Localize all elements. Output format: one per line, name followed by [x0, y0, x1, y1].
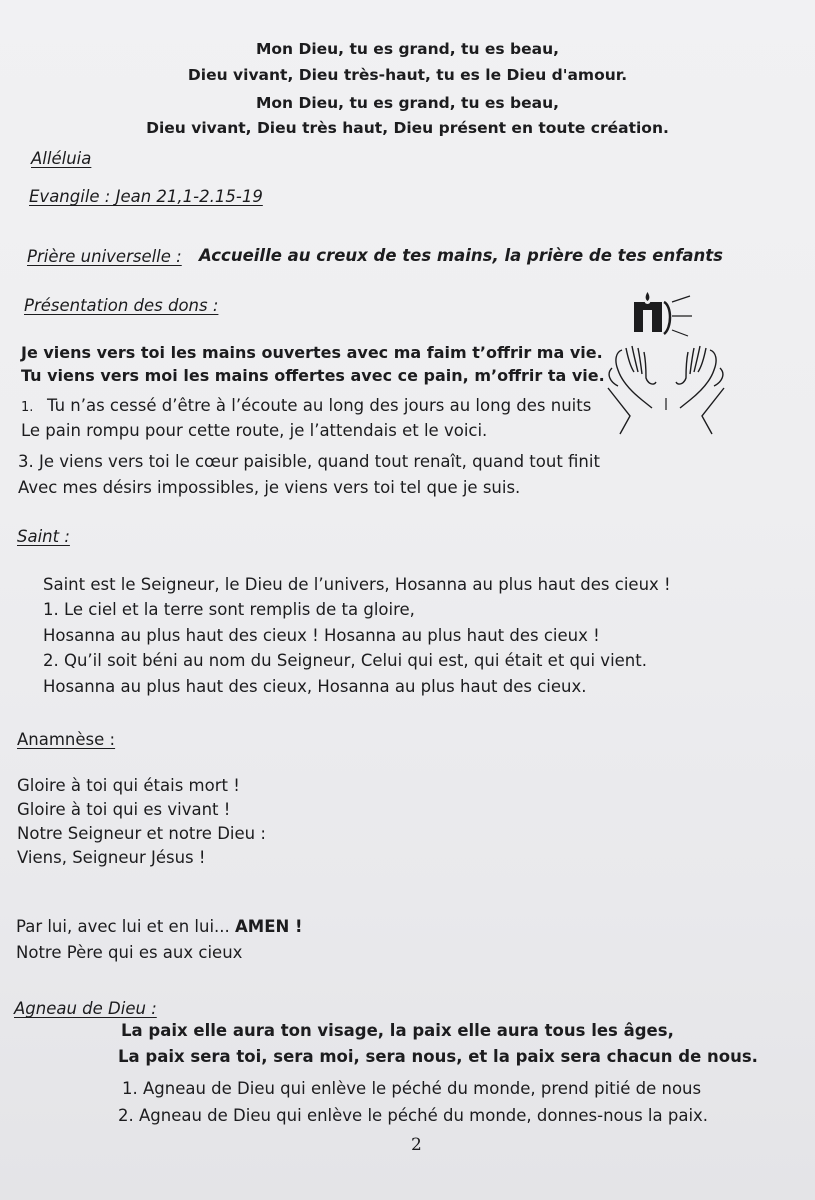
- amen-text: AMEN !: [235, 917, 303, 936]
- presentation-verse-3-line-2: Avec mes désirs impossibles, je viens vers toi tel que je suis.: [18, 478, 521, 497]
- anamnese-line-1: Gloire à toi qui étais mort !: [17, 776, 240, 795]
- priere-universelle-text: Accueille au creux de tes mains, la prière de tes enfants: [199, 246, 723, 265]
- presentation-dons-heading: Présentation des dons :: [24, 296, 219, 315]
- priere-universelle-label: Prière universelle :: [27, 247, 182, 266]
- saint-line-3: Hosanna au plus haut des cieux ! Hosanna au plus haut des cieux !: [43, 626, 600, 645]
- presentation-refrain-2: Tu viens vers moi les mains offertes avec ce pain, m’offrir ta vie.: [21, 366, 605, 385]
- presentation-verse-1-line-2: Le pain rompu pour cette route, je l’attendais et le voici.: [21, 421, 488, 440]
- doxologie-line: [16, 917, 303, 936]
- evangile-heading: Evangile : Jean 21,1-2.15-19: [29, 187, 263, 206]
- refrain-line-1: Mon Dieu, tu es grand, tu es beau,: [255, 40, 560, 58]
- presentation-verse-3-line-1: 3. Je viens vers toi le cœur paisible, quand tout renaît, quand tout finit: [18, 452, 600, 471]
- agneau-heading: Agneau de Dieu :: [14, 999, 157, 1018]
- agneau-verse-1: 1. Agneau de Dieu qui enlève le péché du monde, prend pitié de nous: [122, 1079, 702, 1098]
- saint-heading: Saint :: [17, 527, 70, 546]
- anamnese-line-3: Notre Seigneur et notre Dieu :: [17, 824, 266, 843]
- anamnese-line-2: Gloire à toi qui es vivant !: [17, 800, 231, 819]
- verse-1-number: 1.: [21, 400, 34, 415]
- agneau-refrain-2: La paix sera toi, sera moi, sera nous, et la paix sera chacun de nous.: [118, 1047, 758, 1066]
- presentation-verse-1-line-1: Tu n’as cessé d’être à l’écoute au long des jours au long des nuits: [47, 396, 592, 415]
- saint-line-5: Hosanna au plus haut des cieux, Hosanna au plus haut des cieux.: [43, 677, 587, 696]
- presentation-refrain-1: Je viens vers toi les mains ouvertes avec ma faim t’offrir ma vie.: [21, 343, 603, 362]
- notre-pere-line: Notre Père qui es aux cieux: [16, 943, 243, 962]
- refrain-line-3: Mon Dieu, tu es grand, tu es beau,: [255, 94, 560, 112]
- agneau-refrain-1: La paix elle aura ton visage, la paix elle aura tous les âges,: [121, 1021, 674, 1040]
- anamnese-line-4: Viens, Seigneur Jésus !: [17, 848, 206, 867]
- open-hands-candle-icon: [600, 288, 735, 438]
- refrain-line-2: Dieu vivant, Dieu très-haut, tu es le Dieu d'amour.: [187, 66, 628, 84]
- alleluia-heading: Alléluia: [31, 149, 92, 168]
- saint-line-4: 2. Qu’il soit béni au nom du Seigneur, Celui qui est, qui était et qui vient.: [43, 651, 647, 670]
- page-number: 2: [411, 1135, 422, 1155]
- refrain-line-4: Dieu vivant, Dieu très haut, Dieu présent en toute création.: [146, 119, 669, 137]
- saint-line-2: 1. Le ciel et la terre sont remplis de ta gloire,: [43, 600, 415, 619]
- agneau-verse-2: 2. Agneau de Dieu qui enlève le péché du monde, donnes-nous la paix.: [118, 1106, 709, 1125]
- doxologie-prefix: Par lui, avec lui et en lui...: [16, 917, 236, 936]
- anamnese-heading: Anamnèse :: [17, 730, 116, 749]
- saint-line-1: Saint est le Seigneur, le Dieu de l’univers, Hosanna au plus haut des cieux !: [43, 575, 671, 594]
